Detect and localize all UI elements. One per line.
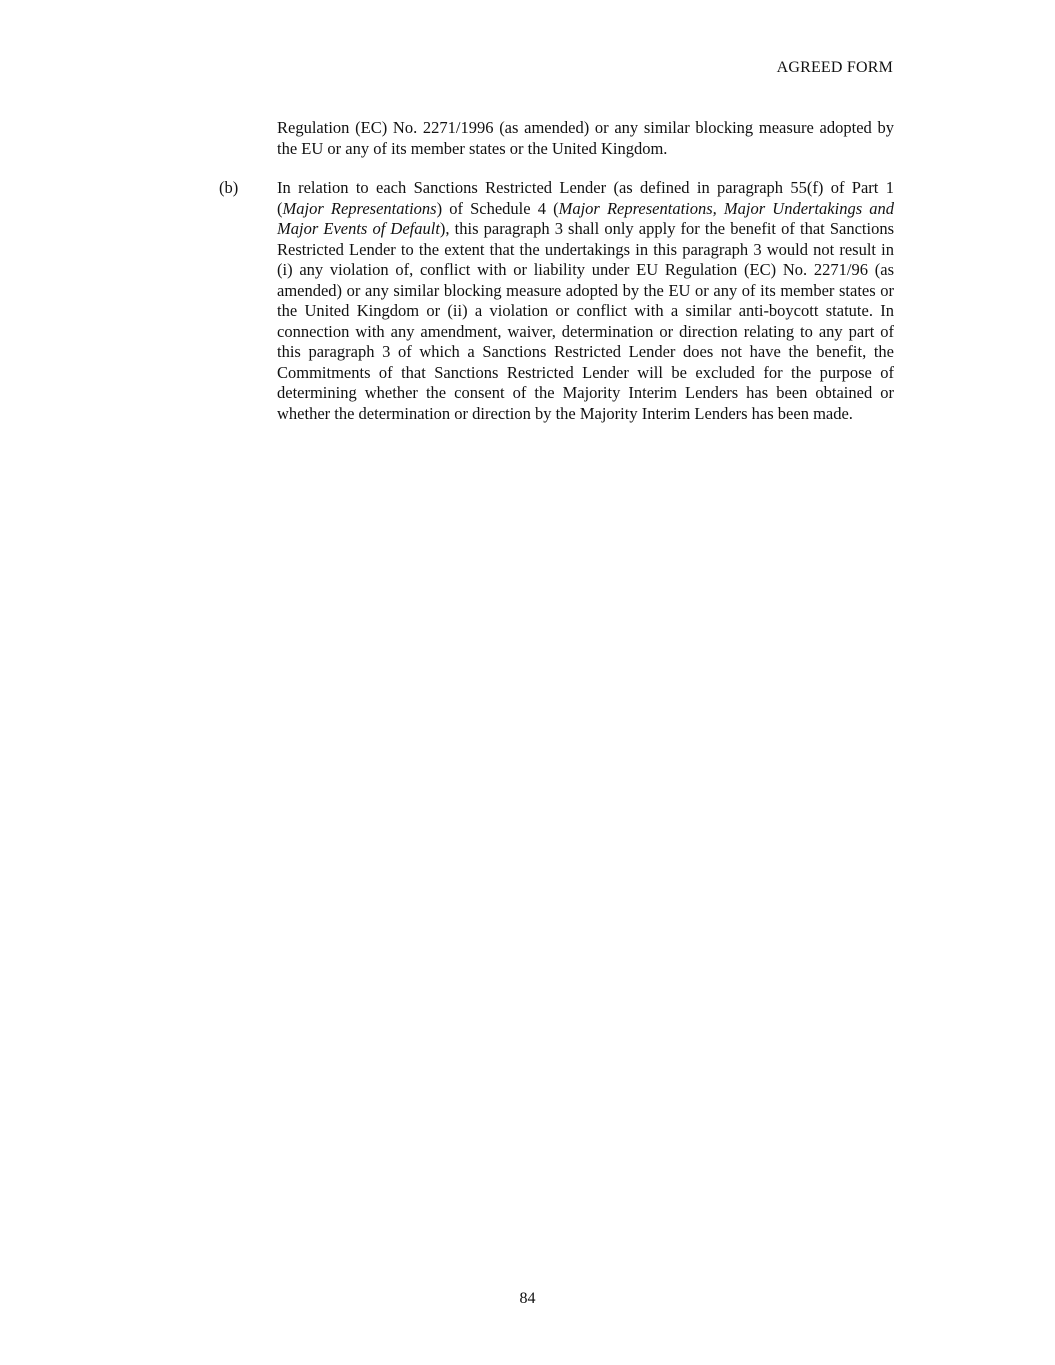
clause-b-text-2: ) of Schedule 4 ( — [436, 198, 559, 218]
header-agreed-form: AGREED FORM — [776, 59, 893, 76]
clause-b-text-3: ), this paragraph 3 shall only apply for the benefit of that Sanctions Restricted Lender to the extent that the undertakings in this paragraph 3 would not result in (i) any violation of, conflict with or liability under EU Regulation (EC) No. 2271/96 (as amended) or any similar blocking measure adopted by the EU or any of its member states or the United Kingdom or (ii) a violation or conflict with a similar anti-boycott statute. In connection with any amendment, waiver, determination or direction relating to any part of this paragraph 3 of which a Sanctions Restricted Lender does not have the benefit, the Commitments of that Sanctions Restricted Lender will be excluded for the purpose of determining whether the consent of the Majority Interim Lenders has been obtained or whether the determination or direction by the Majority Interim Lenders has been made. — [277, 219, 895, 423]
clause-b-paragraph — [277, 178, 894, 424]
continuation-paragraph: Regulation (EC) No. 2271/1996 (as amended) or any similar blocking measure adopted by the EU or any of its member states or the United Kingdom. — [277, 118, 894, 158]
clause-b-italic-1: Major Representations — [282, 198, 437, 218]
page-number: 84 — [519, 1290, 536, 1307]
clause-b-italic-2: Major Representations, Major Undertakings and Major Events of Default — [277, 198, 895, 238]
clause-label: (b) — [219, 178, 239, 197]
clause-b-text-1: In relation to each Sanctions Restricted Lender (as defined in paragraph 55(f) of Part 1 ( — [277, 178, 894, 218]
